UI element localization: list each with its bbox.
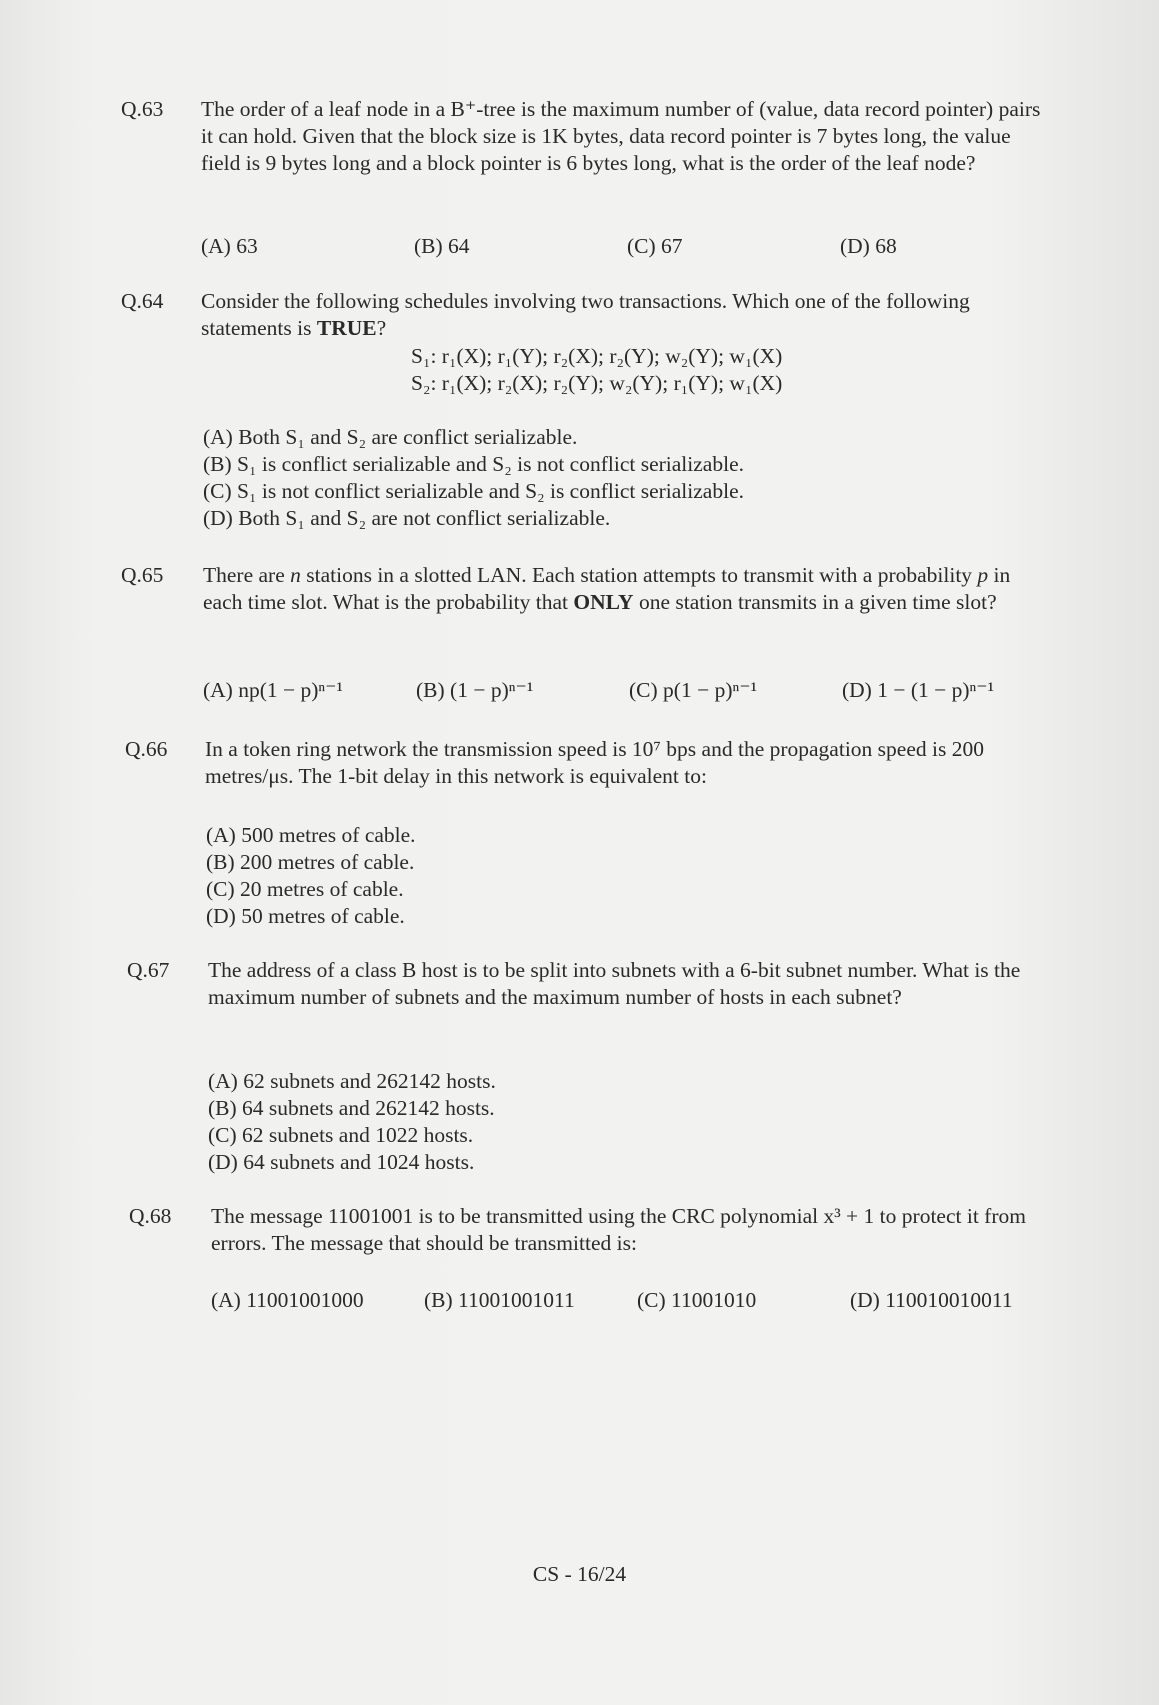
option-a: (A) np(1 − p)ⁿ⁻¹ bbox=[203, 678, 343, 702]
option-c: (C) 62 subnets and 1022 hosts. bbox=[208, 1123, 474, 1147]
page-footer: CS - 16/24 bbox=[532, 1562, 627, 1586]
option-b: (B) 64 subnets and 262142 hosts. bbox=[208, 1096, 495, 1120]
options-row bbox=[203, 677, 994, 704]
question-text: The order of a leaf node in a B⁺-tree is the maximum number of (value, data record pointer) pairs it can hold. Given that the block size is 1K bytes, data record pointer is 7 bytes long, the value field is 9 bytes long and a block pointer is 6 bytes long, what is the order of the leaf node? bbox=[201, 97, 1041, 175]
options-list bbox=[208, 1068, 496, 1176]
option-d: (D) 68 bbox=[840, 234, 897, 258]
question-number: Q.68 bbox=[129, 1204, 172, 1228]
options-list bbox=[203, 424, 744, 532]
option-d: (D) 50 metres of cable. bbox=[206, 904, 405, 928]
question-text: In a token ring network the transmission speed is 10⁷ bps and the propagation speed is 200 metres/μs. The 1-bit delay in this network is equivalent to: bbox=[205, 737, 984, 788]
option-c: (C) 20 metres of cable. bbox=[206, 877, 404, 901]
options-row bbox=[201, 233, 897, 260]
question-number: Q.64 bbox=[121, 289, 164, 313]
options-row bbox=[211, 1287, 1013, 1314]
question-text-part: one station transmits in a given time slot? bbox=[633, 590, 997, 614]
option-a: (A) Both S₁ and S₂ are conflict serializable. bbox=[203, 425, 578, 449]
option-c: (C) p(1 − p)ⁿ⁻¹ bbox=[629, 678, 758, 702]
question-text-part: stations in a slotted LAN. Each station attempts to transmit with a probability bbox=[300, 563, 978, 587]
question-number: Q.63 bbox=[121, 97, 164, 121]
variable-n: n bbox=[290, 563, 301, 587]
question-text: The address of a class B host is to be split into subnets with a 6-bit subnet number. What is the maximum number of subnets and the maximum number of hosts in each subnet? bbox=[208, 958, 1021, 1009]
question-text-part: There are bbox=[203, 563, 291, 587]
schedule-s2: S₂: r₁(X); r₂(X); r₂(Y); w₂(Y); r₁(Y); w₁(X) bbox=[411, 371, 783, 395]
schedule-s1: S₁: r₁(X); r₁(Y); r₂(X); r₂(Y); w₂(Y); w₁(X) bbox=[411, 344, 783, 368]
option-d: (D) 110010010011 bbox=[850, 1288, 1013, 1312]
question-text-part: Consider the following schedules involving two transactions. Which one of the following statements is bbox=[201, 289, 970, 340]
option-c: (C) 67 bbox=[627, 234, 683, 258]
question-number: Q.67 bbox=[127, 958, 170, 982]
option-d: (D) 64 subnets and 1024 hosts. bbox=[208, 1150, 475, 1174]
option-c: (C) 11001010 bbox=[637, 1288, 757, 1312]
question-text: The message 11001001 is to be transmitted using the CRC polynomial x³ + 1 to protect it from errors. The message that should be transmitted is: bbox=[211, 1204, 1026, 1255]
question-text bbox=[201, 288, 1041, 342]
option-b: (B) S₁ is conflict serializable and S₂ is not conflict serializable. bbox=[203, 452, 744, 476]
schedules bbox=[411, 343, 782, 397]
option-b: (B) 11001001011 bbox=[424, 1288, 575, 1312]
variable-p: p bbox=[977, 563, 989, 587]
options-list bbox=[206, 822, 416, 930]
question-emphasis: TRUE bbox=[316, 316, 377, 340]
option-c: (C) S₁ is not conflict serializable and S₂ is conflict serializable. bbox=[203, 479, 744, 503]
option-a: (A) 63 bbox=[201, 234, 258, 258]
question-text-part: in each time slot. What is the probability that bbox=[203, 563, 1011, 614]
option-d: (D) 1 − (1 − p)ⁿ⁻¹ bbox=[842, 678, 995, 702]
question-text-part: ? bbox=[376, 316, 387, 340]
option-a: (A) 62 subnets and 262142 hosts. bbox=[208, 1069, 496, 1093]
question-number: Q.66 bbox=[125, 737, 168, 761]
option-d: (D) Both S₁ and S₂ are not conflict serializable. bbox=[203, 506, 611, 530]
option-a: (A) 11001001000 bbox=[211, 1288, 364, 1312]
option-a: (A) 500 metres of cable. bbox=[206, 823, 416, 847]
option-b: (B) (1 − p)ⁿ⁻¹ bbox=[416, 678, 534, 702]
question-text bbox=[203, 562, 1043, 616]
option-b: (B) 64 bbox=[414, 234, 470, 258]
option-b: (B) 200 metres of cable. bbox=[206, 850, 415, 874]
question-emphasis: ONLY bbox=[573, 590, 634, 614]
question-number: Q.65 bbox=[121, 563, 164, 587]
